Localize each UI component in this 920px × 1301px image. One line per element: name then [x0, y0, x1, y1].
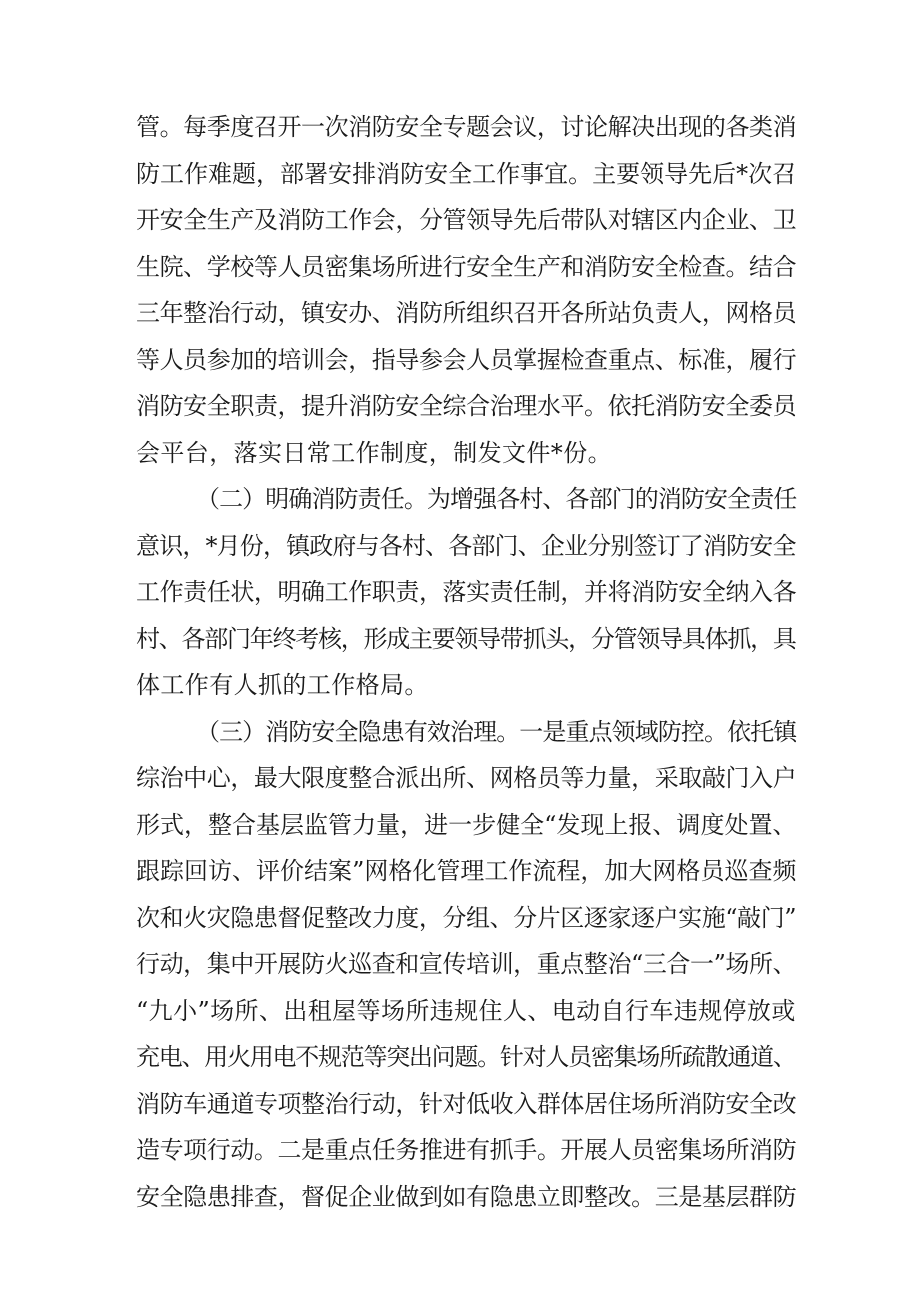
- text-line: 村、各部门年终考核，形成主要领导带抓头，分管领导具体抓，具: [136, 624, 796, 653]
- body-text: [136, 104, 796, 1220]
- text-line: 等人员参加的培训会，指导参会人员掌握检查重点、标准，履行: [136, 345, 797, 374]
- text-line: 消防安全职责，提升消防安全综合治理水平。依托消防安全委员: [136, 392, 797, 420]
- text-line: （三）消防安全隐患有效治理。一是重点领域防控。依托镇: [196, 717, 797, 746]
- text-line: “九小”场所、出租屋等场所违规住人、电动自行车违规停放或: [136, 996, 796, 1025]
- text-line: 安全隐患排查，督促企业做到如有隐患立即整改。三是基层群防: [136, 1182, 797, 1211]
- text-line: 次和火灾隐患督促整改力度，分组、分片区逐家逐户实施“敲门”: [136, 903, 797, 932]
- text-line: 管。每季度召开一次消防安全专题会议，讨论解决出现的各类消: [136, 113, 797, 141]
- text-line: （二）明确消防责任。为增强各村、各部门的消防安全责任: [196, 485, 797, 513]
- text-line: 防工作难题，部署安排消防安全工作事宜。主要领导先后*次召: [136, 159, 797, 188]
- text-line: 意识，*月份，镇政府与各村、各部门、企业分别签订了消防安全: [136, 531, 796, 560]
- text-line: 开安全生产及消防工作会，分管领导先后带队对辖区内企业、卫: [136, 206, 797, 234]
- text-line: 会平台，落实日常工作制度，制发文件*份。: [136, 438, 612, 467]
- text-line: 消防车通道专项整治行动，针对低收入群体居住场所消防安全改: [136, 1089, 797, 1118]
- text-line: 造专项行动。二是重点任务推进有抓手。开展人员密集场所消防: [136, 1136, 797, 1164]
- text-line: 生院、学校等人员密集场所进行安全生产和消防安全检查。结合: [136, 252, 797, 281]
- text-line: 综治中心，最大限度整合派出所、网格员等力量，采取敲门入户: [136, 764, 797, 792]
- text-line: 工作责任状，明确工作职责，落实责任制，并将消防安全纳入各: [136, 578, 797, 606]
- text-line: 体工作有人抓的工作格局。: [136, 671, 429, 699]
- text-line: 行动，集中开展防火巡查和宣传培训，重点整治“三合一”场所、: [136, 950, 797, 978]
- text-line: 三年整治行动，镇安办、消防所组织召开各所站负责人，网格员: [136, 299, 797, 327]
- text-line: 充电、用火用电不规范等突出问题。针对人员密集场所疏散通道、: [136, 1043, 796, 1071]
- text-line: 跟踪回访、评价结案”网格化管理工作流程，加大网格员巡查频: [136, 857, 797, 885]
- text-line: 形式，整合基层监管力量，进一步健全“发现上报、调度处置、: [136, 810, 797, 839]
